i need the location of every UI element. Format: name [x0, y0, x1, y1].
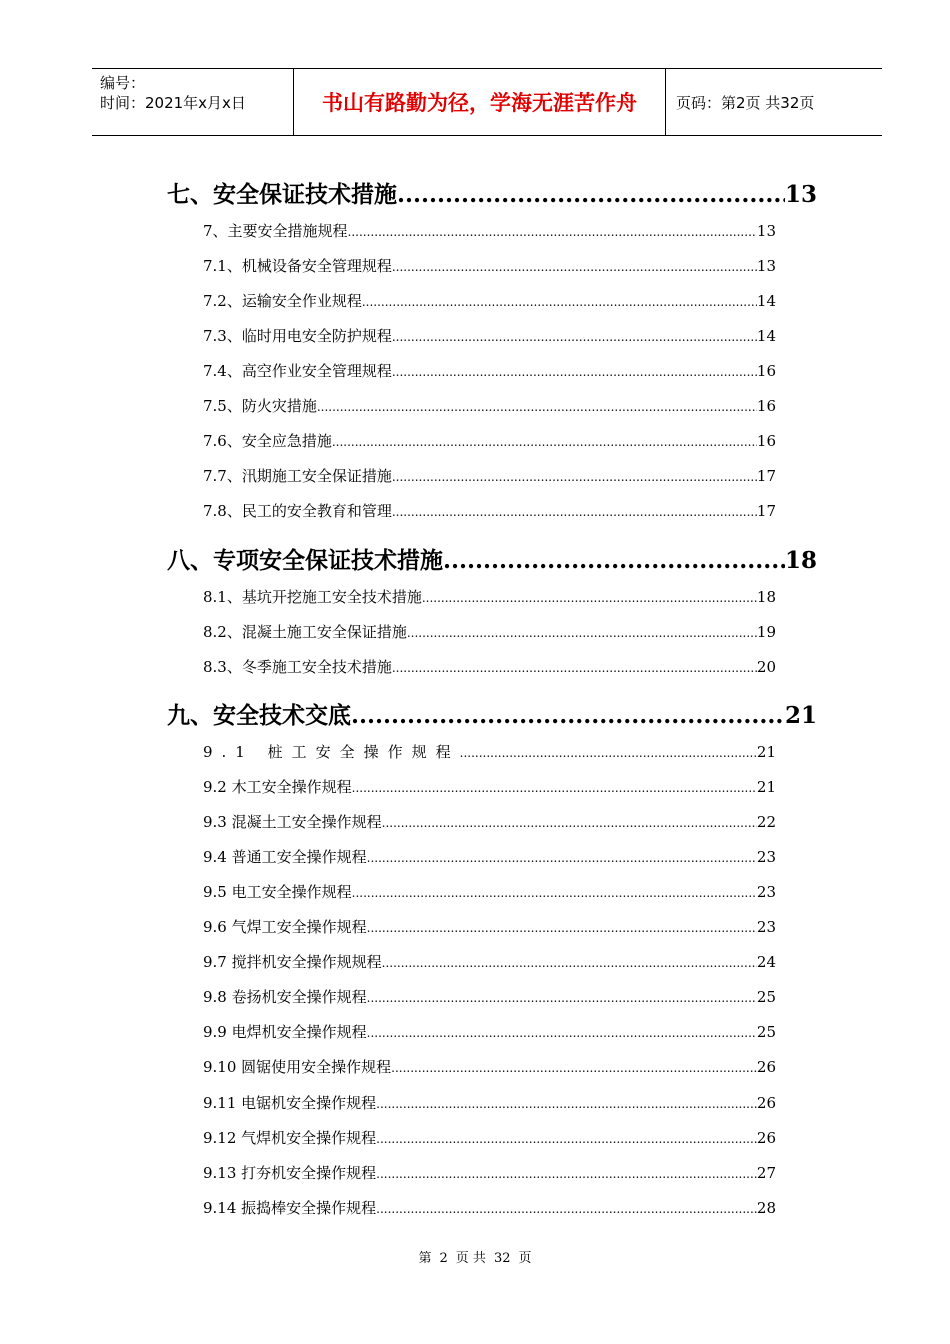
- toc-dot-leader: [367, 851, 757, 865]
- footer-first: 第: [418, 1251, 432, 1266]
- toc-entry-page: 26: [756, 1058, 776, 1076]
- page-footer: [0, 1247, 950, 1266]
- toc-dot-leader: [443, 547, 785, 574]
- toc-dot-leader: [376, 1202, 757, 1216]
- toc-dot-leader: [391, 1061, 757, 1075]
- toc-entry-page: 26: [756, 1094, 776, 1112]
- toc-dot-leader: [367, 1026, 757, 1040]
- toc-entry-page: 14: [756, 292, 776, 310]
- header-page-cell: [666, 69, 882, 135]
- toc-entry-title: 9.2 木工安全操作规程: [203, 778, 352, 796]
- toc-dot-leader: [367, 991, 757, 1005]
- toc-section-entry[interactable]: [203, 430, 776, 452]
- toc-entry-page: 22: [756, 813, 776, 831]
- toc-entry-title: 七、安全保证技术措施: [167, 181, 397, 208]
- toc-entry-title: 9.3 混凝土工安全操作规程: [203, 813, 382, 831]
- toc-section-entry[interactable]: [203, 621, 776, 643]
- toc-entry-title: 9.8 卷扬机安全操作规程: [203, 988, 367, 1006]
- toc-dot-leader: [362, 295, 757, 309]
- time-label: 时间：2021年x月x日: [100, 94, 246, 112]
- footer-mid: 页 共: [455, 1251, 486, 1266]
- toc-entry-page: 24: [756, 953, 776, 971]
- toc-section-entry[interactable]: [203, 656, 776, 678]
- toc-section-entry[interactable]: [203, 986, 776, 1008]
- footer-total-pages: 32: [493, 1251, 511, 1266]
- toc-entry-title: 9.10 圆锯使用安全操作规程: [203, 1058, 392, 1076]
- toc-entry-title: 7.6、安全应急措施: [203, 432, 332, 450]
- toc-entry-page: 18: [784, 547, 817, 574]
- toc-section-entry[interactable]: [203, 220, 776, 242]
- toc-entry-page: 13: [756, 222, 776, 240]
- toc-entry-title: 7.5、防火灾措施: [203, 397, 317, 415]
- toc-section-entry[interactable]: [203, 1092, 776, 1114]
- header-left-cell: [92, 69, 293, 135]
- footer-last: 页: [518, 1251, 532, 1266]
- toc-entry-page: 16: [756, 397, 776, 415]
- toc-entry-title: 9.1 桩工安全操作规程: [203, 743, 460, 761]
- toc-section-entry[interactable]: [203, 290, 776, 312]
- toc-entry-title: 8.1、基坑开挖施工安全技术措施: [203, 588, 422, 606]
- toc-section-entry[interactable]: [203, 1021, 776, 1043]
- toc-entry-title: 9.11 电锯机安全操作规程: [203, 1094, 377, 1112]
- toc-section-entry[interactable]: [203, 951, 776, 973]
- toc-entry-page: 23: [756, 918, 776, 936]
- toc-dot-leader: [382, 956, 757, 970]
- toc-section-entry[interactable]: [203, 325, 776, 347]
- toc-dot-leader: [392, 661, 757, 675]
- toc-entry-page: 17: [756, 502, 776, 520]
- page-label: 页码：第2页 共32页: [676, 93, 815, 112]
- toc-dot-leader: [407, 626, 757, 640]
- toc-dot-leader: [332, 435, 757, 449]
- toc-section-entry[interactable]: [203, 360, 776, 382]
- toc-dot-leader: [376, 1097, 757, 1111]
- toc-section-entry[interactable]: [203, 741, 776, 763]
- serial-label: 编号：: [100, 74, 146, 92]
- toc-entry-page: 14: [756, 327, 776, 345]
- toc-entry-page: 21: [756, 743, 776, 761]
- toc-entry-title: 9.12 气焊机安全操作规程: [203, 1129, 377, 1147]
- toc-dot-leader: [352, 781, 757, 795]
- toc-section-entry[interactable]: [203, 1127, 776, 1149]
- motto: 书山有路勤为径，学海无涯苦作舟: [322, 91, 637, 115]
- toc-dot-leader: [376, 1132, 757, 1146]
- toc-entry-title: 9.6 气焊工安全操作规程: [203, 918, 367, 936]
- header-motto-cell: [293, 69, 666, 135]
- toc-dot-leader: [397, 181, 785, 208]
- toc-chapter-entry[interactable]: [167, 697, 817, 731]
- toc-entry-title: 7.8、民工的安全教育和管理: [203, 502, 392, 520]
- toc-dot-leader: [392, 470, 757, 484]
- toc-dot-leader: [392, 365, 757, 379]
- toc-dot-leader: [392, 260, 757, 274]
- toc-section-entry[interactable]: [203, 586, 776, 608]
- toc-dot-leader: [392, 330, 757, 344]
- toc-entry-title: 9.7 搅拌机安全操作规规程: [203, 953, 382, 971]
- toc-entry-page: 16: [756, 432, 776, 450]
- toc-entry-title: 7.1、机械设备安全管理规程: [203, 257, 392, 275]
- toc-entry-page: 25: [756, 1023, 776, 1041]
- toc-section-entry[interactable]: [203, 1056, 776, 1078]
- toc-chapter-entry[interactable]: [167, 176, 817, 210]
- toc-dot-leader: [367, 921, 757, 935]
- toc-entry-page: 25: [756, 988, 776, 1006]
- toc-dot-leader: [376, 1167, 757, 1181]
- toc-entry-title: 9.9 电焊机安全操作规程: [203, 1023, 367, 1041]
- toc-entry-page: 16: [756, 362, 776, 380]
- toc-section-entry[interactable]: [203, 1162, 776, 1184]
- toc-entry-title: 八、专项安全保证技术措施: [167, 547, 443, 574]
- toc-section-entry[interactable]: [203, 846, 776, 868]
- toc-entry-title: 9.14 振捣棒安全操作规程: [203, 1199, 377, 1217]
- toc-dot-leader: [392, 505, 757, 519]
- toc-section-entry[interactable]: [203, 465, 776, 487]
- toc-section-entry[interactable]: [203, 811, 776, 833]
- toc-entry-page: 28: [756, 1199, 776, 1217]
- toc-entry-page: 20: [756, 658, 776, 676]
- toc-dot-leader: [351, 702, 785, 729]
- toc-entry-title: 9.5 电工安全操作规程: [203, 883, 352, 901]
- toc-section-entry[interactable]: [203, 881, 776, 903]
- toc-section-entry[interactable]: [203, 255, 776, 277]
- toc-dot-leader: [422, 591, 757, 605]
- toc-entry-title: 9.4 普通工安全操作规程: [203, 848, 367, 866]
- toc-entry-page: 18: [756, 588, 776, 606]
- toc-dot-leader: [352, 886, 757, 900]
- toc-entry-page: 23: [756, 883, 776, 901]
- toc-entry-title: 7、主要安全措施规程: [203, 222, 348, 240]
- page-header: [92, 68, 882, 136]
- toc-entry-page: 13: [756, 257, 776, 275]
- footer-page-number: 2: [439, 1251, 448, 1266]
- toc-entry-title: 7.7、汛期施工安全保证措施: [203, 467, 392, 485]
- toc-entry-page: 23: [756, 848, 776, 866]
- toc-chapter-entry[interactable]: [167, 542, 817, 576]
- toc-entry-page: 27: [756, 1164, 776, 1182]
- toc-section-entry[interactable]: [203, 500, 776, 522]
- toc-entry-title: 8.2、混凝土施工安全保证措施: [203, 623, 407, 641]
- toc-section-entry[interactable]: [203, 1197, 776, 1219]
- toc-entry-title: 7.2、运输安全作业规程: [203, 292, 362, 310]
- toc-entry-title: 9.13 打夯机安全操作规程: [203, 1164, 377, 1182]
- toc-entry-title: 九、安全技术交底: [167, 702, 351, 729]
- toc-entry-page: 21: [784, 702, 817, 729]
- toc-entry-title: 7.4、高空作业安全管理规程: [203, 362, 392, 380]
- toc-section-entry[interactable]: [203, 776, 776, 798]
- toc-entry-page: 19: [756, 623, 776, 641]
- toc-dot-leader: [382, 816, 757, 830]
- toc-entry-page: 17: [756, 467, 776, 485]
- toc-section-entry[interactable]: [203, 395, 776, 417]
- toc-dot-leader: [348, 225, 757, 239]
- toc-dot-leader: [317, 400, 757, 414]
- toc-entry-page: 26: [756, 1129, 776, 1147]
- toc-section-entry[interactable]: [203, 916, 776, 938]
- toc-entry-title: 8.3、冬季施工安全技术措施: [203, 658, 392, 676]
- toc-dot-leader: [460, 746, 757, 760]
- toc-entry-page: 21: [756, 778, 776, 796]
- toc-entry-title: 7.3、临时用电安全防护规程: [203, 327, 392, 345]
- toc-entry-page: 13: [784, 181, 817, 208]
